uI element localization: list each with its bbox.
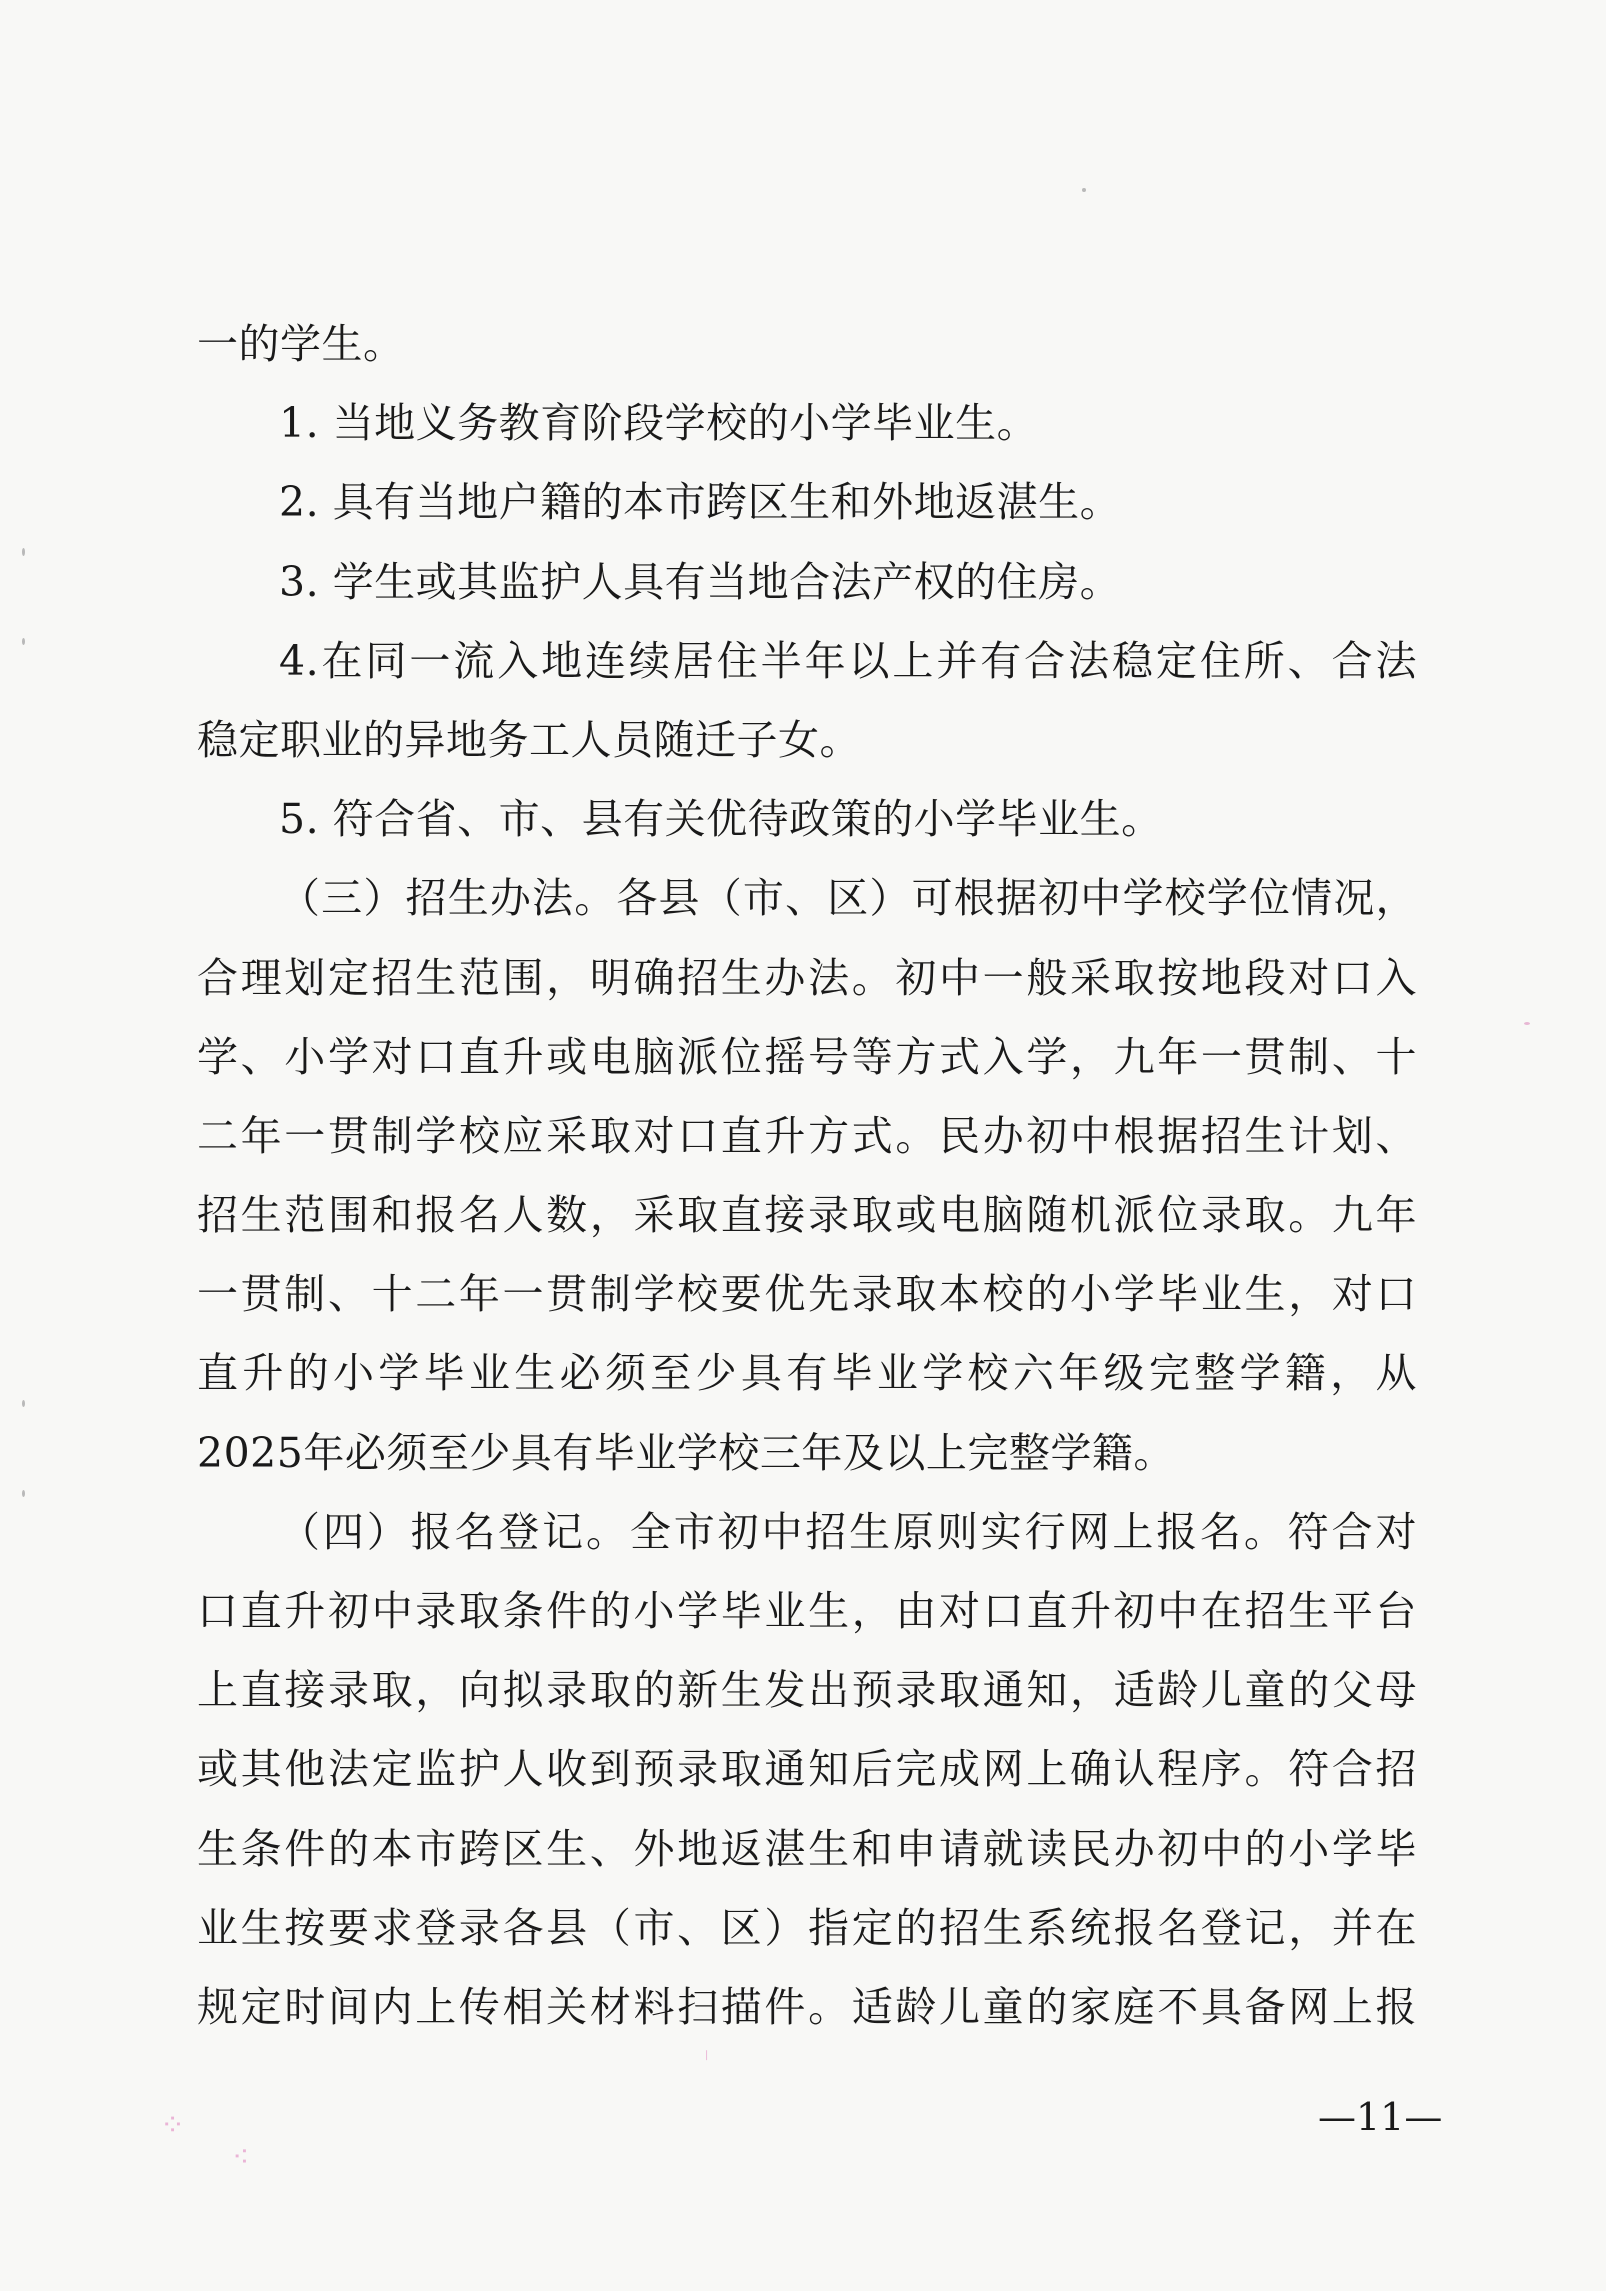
text-line: 一贯制、十二年一贯制学校要优先录取本校的小学毕业生，对口 <box>197 1270 1417 1319</box>
text-line: 生条件的本市跨区生、外地返湛生和申请就读民办初中的小学毕 <box>197 1824 1417 1873</box>
ink-mark: ⁘ <box>160 2108 186 2143</box>
scan-speck <box>22 1490 25 1497</box>
text-line: 4.在同一流入地连续居住半年以上并有合法稳定住所、合法 <box>279 636 1417 685</box>
text-line: 合理划定招生范围，明确招生办法。初中一般采取按地段对口入 <box>197 953 1417 1002</box>
text-line: 口直升初中录取条件的小学毕业生，由对口直升初中在招生平台 <box>197 1587 1417 1635</box>
scan-speck <box>1524 1022 1530 1025</box>
page-number: —11— <box>1318 2095 1443 2139</box>
text-line: 一的学生。 <box>197 320 405 368</box>
scan-speck <box>1082 188 1086 192</box>
text-line: 二年一贯制学校应采取对口直升方式。民办初中根据招生计划、 <box>197 1111 1417 1160</box>
text-line: 学、小学对口直升或电脑派位摇号等方式入学，九年一贯制、十 <box>197 1032 1417 1081</box>
text-line: 上直接录取，向拟录取的新生发出预录取通知，适龄儿童的父母 <box>197 1666 1417 1715</box>
text-line: 业生按要求登录各县（市、区）指定的招生系统报名登记，并在 <box>197 1903 1417 1952</box>
text-line: 或其他法定监护人收到预录取通知后完成网上确认程序。符合招 <box>197 1745 1417 1794</box>
text-line: 规定时间内上传相关材料扫描件。适龄儿童的家庭不具备网上报 <box>197 1982 1417 2031</box>
text-line: 招生范围和报名人数，采取直接录取或电脑随机派位录取。九年 <box>197 1191 1417 1240</box>
text-line: 2. 具有当地户籍的本市跨区生和外地返湛生。 <box>279 478 1122 527</box>
scan-speck <box>22 1400 25 1407</box>
text-line: 5. 符合省、市、县有关优待政策的小学毕业生。 <box>279 795 1163 844</box>
scan-speck <box>22 548 25 556</box>
scan-speck <box>22 638 25 645</box>
ink-mark: ᛧ <box>700 2040 714 2065</box>
text-line: （四）报名登记。全市初中招生原则实行网上报名。符合对 <box>279 1507 1417 1556</box>
body-text <box>197 305 1417 2047</box>
text-line: 3. 学生或其监护人具有当地合法产权的住房。 <box>279 557 1122 606</box>
text-line: 稳定职业的异地务工人员随迁子女。 <box>197 715 861 764</box>
text-line: 直升的小学毕业生必须至少具有毕业学校六年级完整学籍，从 <box>197 1349 1417 1398</box>
text-line: 2025年必须至少具有毕业学校三年及以上完整学籍。 <box>197 1428 1175 1477</box>
text-line: 1. 当地义务教育阶段学校的小学毕业生。 <box>279 399 1039 448</box>
text-line: （三）招生办法。各县（市、区）可根据初中学校学位情况， <box>279 874 1417 923</box>
ink-mark: ⁖ <box>232 2140 250 2175</box>
